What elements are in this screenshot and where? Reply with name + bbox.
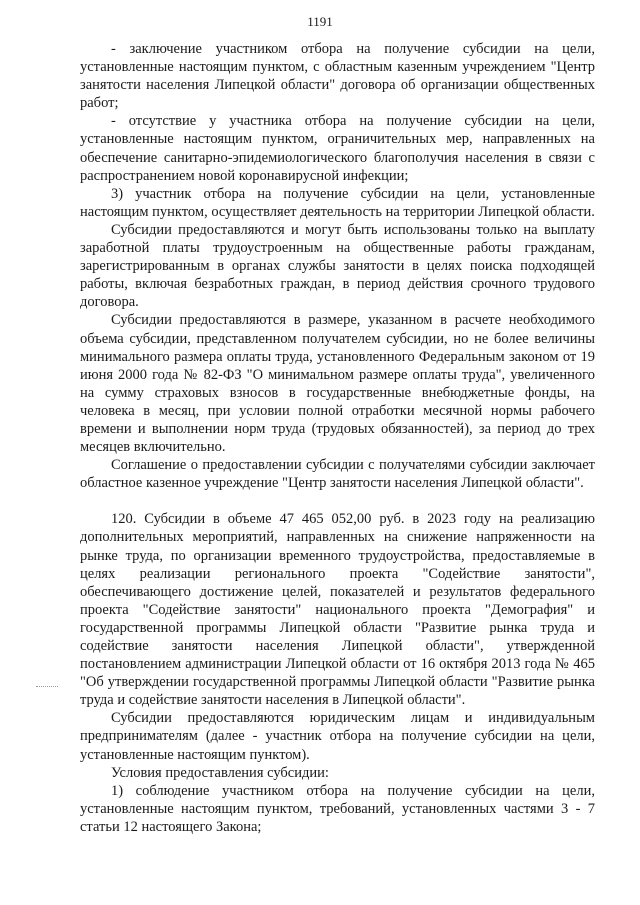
paragraph: Субсидии предоставляются в размере, указанном в расчете необходимого объема субсидии, представленном получателем субсидии, но не более величины минимального размера оплаты труда, установленного Федеральным законом от 19 июня 2000 года № 82-ФЗ "О минимальном размере оплаты труда", увеличенного на сумму страховых взносов в государственные внебюджетные фонды, на человека в месяц, при условии полной отработки месячной нормы рабочего времени и выполнении норм труда (трудовых обязанностей), за период до трех месяцев включительно.	[80, 312, 595, 456]
paragraph: Соглашение о предоставлении субсидии с получателями субсидии заключает областное казенное учреждение "Центр занятости населения Липецкой области".	[80, 457, 595, 492]
paragraph: Субсидии предоставляются юридическим лицам и индивидуальным предпринимателям (далее - участник отбора на получение субсидии на цели, установленные настоящим пунктом).	[80, 710, 595, 763]
margin-mark	[36, 686, 58, 689]
paragraph: 1) соблюдение участником отбора на получение субсидии на цели, установленные настоящим пунктом, требований, установленных частями 3 - 7 статьи 12 настоящего Закона;	[80, 782, 595, 835]
paragraph: 3) участник отбора на получение субсидии на цели, установленные настоящим пунктом, осуществляет деятельность на территории Липецкой области.	[80, 185, 595, 220]
paragraph: - заключение участником отбора на получение субсидии на цели, установленные настоящим пунктом, с областным казенным учреждением "Центр занятости населения Липецкой области" договора об организации общественных работ;	[80, 41, 595, 112]
paragraph: Субсидии предоставляются и могут быть использованы только на выплату заработной платы трудоустроенным на общественные работы гражданам, зарегистрированным в органах службы занятости в целях поиска подходящей работы, включая безработных граждан, в период действия срочного трудового договора.	[80, 221, 595, 311]
page-number: 1191	[307, 14, 333, 29]
paragraph: Условия предоставления субсидии:	[111, 764, 329, 781]
paragraph-item-120: 120. Субсидии в объеме 47 465 052,00 руб. в 2023 году на реализацию дополнительных мероприятий, направленных на снижение напряженности на рынке труда, по организации временного трудоустройства, предоставляемые в целях реализации регионального проекта "Содействие занятости", обеспечивающего достижение целей, показателей и результатов федерального проекта "Содействие занятости" национального проекта "Демография" и государственной программы Липецкой области "Развитие рынка труда и содействие занятости населения Липецкой области", утвержденной постановлением администрации Липецкой области от 16 октября 2013 года № 465 "Об утверждении государственной программы Липецкой области "Развитие рынка труда и содействие занятости населения в Липецкой области".	[80, 511, 595, 709]
paragraph: - отсутствие у участника отбора на получение субсидии на цели, установленные настоящим пунктом, ограничительных мер, направленных на обеспечение санитарно-эпидемиологического благополучия населения в связи с распространением новой коронавирусной инфекции;	[80, 113, 595, 184]
document-body	[80, 40, 595, 836]
